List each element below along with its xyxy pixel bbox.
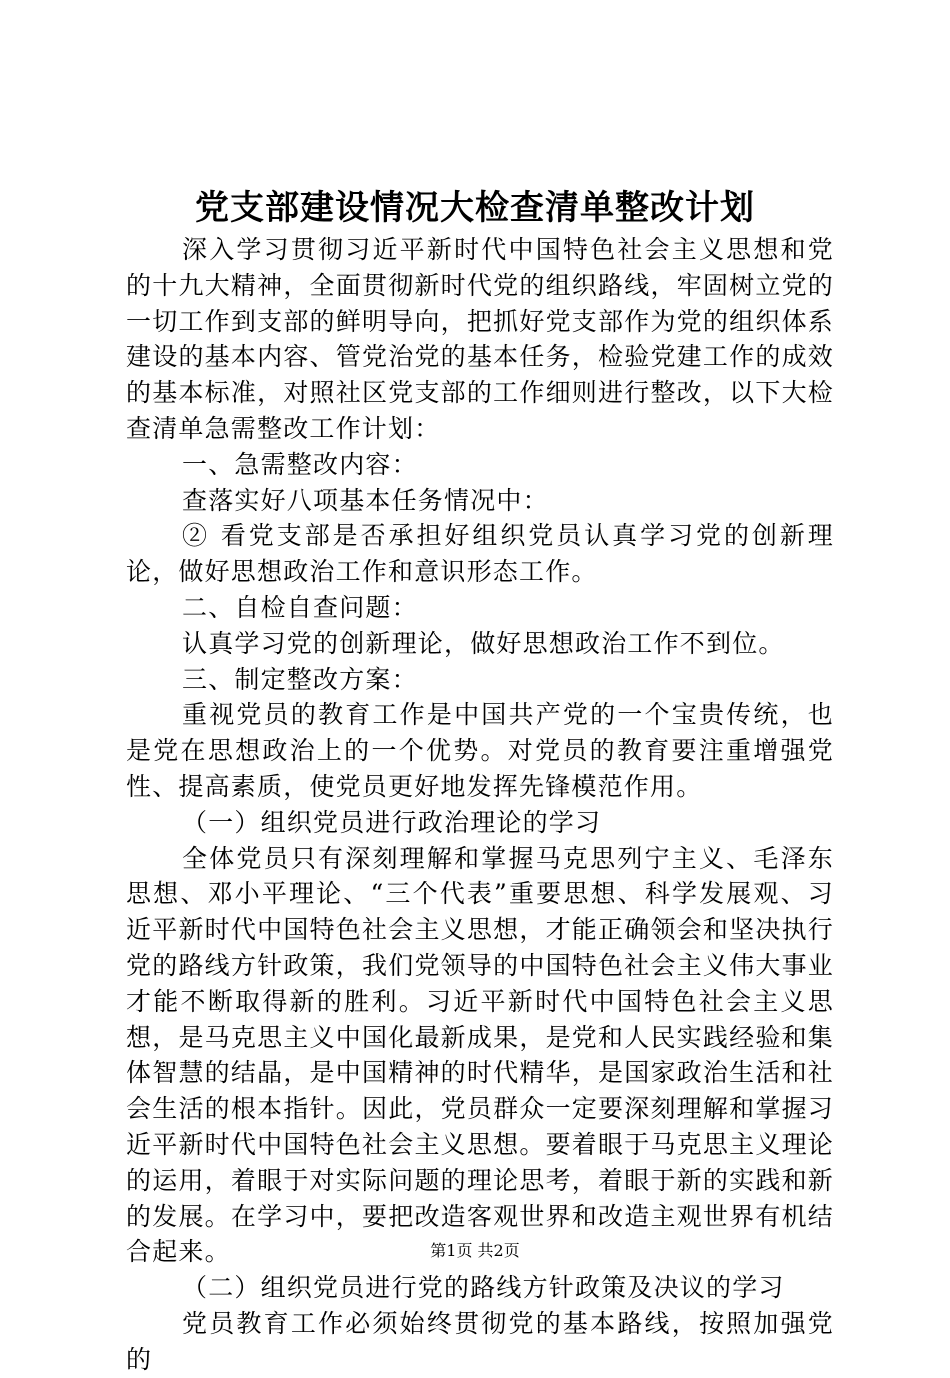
section-heading-3: 三、制定整改方案： [182, 664, 418, 694]
body-paragraph: 查落实好八项基本任务情况中： [182, 485, 549, 515]
body-paragraph: 认真学习党的创新理论，做好思想政治工作不到位。 [182, 628, 785, 658]
subsection-heading-2: （二）组织党员进行党的路线方针政策及决议的学习 [182, 1273, 785, 1303]
subsection-heading-1: （一）组织党员进行政治理论的学习 [182, 807, 602, 837]
page-footer [0, 1239, 950, 1263]
page-number: 第1页 [430, 1241, 473, 1260]
body-paragraph: 党员教育工作必须始终贯彻党的基本路线，按照加强党的 [126, 1308, 834, 1374]
page-total: 共2页 [477, 1241, 520, 1260]
document-title: 党支部建设情况大检查清单整改计划 [195, 188, 755, 228]
body-paragraph: 全体党员只有深刻理解和掌握马克思列宁主义、毛泽东思想、邓小平理论、“三个代表”重要思想、科学发展观、习近平新时代中国特色社会主义思想，才能正确领会和坚决执行党的路线方针政策，我们党领导的中国特色社会主义伟大事业才能不断取得新的胜利。习近平新时代中国特色社会主义思想，是马克思主义中国化最新成果，是党和人民实践经验和集体智慧的结晶，是中国精神的时代精华，是国家政治生活和社会生活的根本指针。因此，党员群众一定要深刻理解和掌握习近平新时代中国特色社会主义思想。要着眼于马克思主义理论的运用，着眼于对实际问题的理论思考，着眼于新的实践和新的发展。在学习中，要把改造客观世界和改造主观世界有机结合起来。 [126, 843, 834, 1267]
intro-paragraph: 深入学习贯彻习近平新时代中国特色社会主义思想和党的十九大精神，全面贯彻新时代党的组织路线，牢固树立党的一切工作到支部的鲜明导向，把抓好党支部作为党的组织体系建设的基本内容、管党治党的基本任务，检验党建工作的成效的基本标准，对照社区党支部的工作细则进行整改，以下大检查清单急需整改工作计划： [126, 235, 834, 443]
document-body [126, 232, 834, 1378]
section-heading-2: 二、自检自查问题： [182, 592, 418, 622]
body-paragraph: 重视党员的教育工作是中国共产党的一个宝贵传统，也是党在思想政治上的一个优势。对党员的教育要注重增强党性、提高素质，使党员更好地发挥先锋模范作用。 [126, 700, 834, 801]
body-paragraph: ② 看党支部是否承担好组织党员认真学习党的创新理论，做好思想政治工作和意识形态工作。 [126, 521, 834, 587]
section-heading-1: 一、急需整改内容： [182, 449, 418, 479]
